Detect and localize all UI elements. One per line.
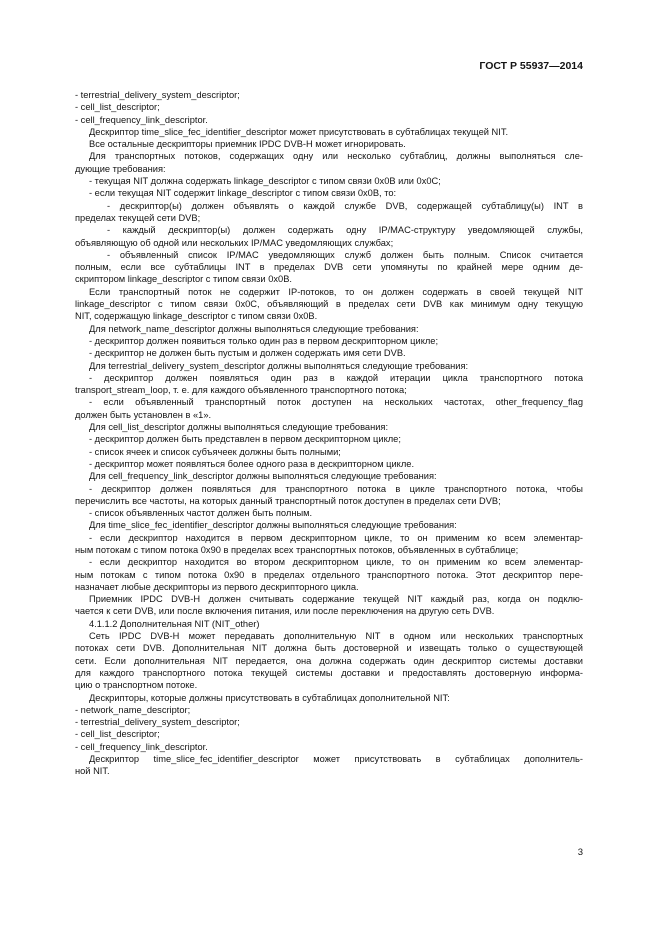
text-line: - список объявленных частот должен быть полным. xyxy=(89,508,313,519)
text-line: - дескриптор(ы) должен объявлять о каждой службе DVB, содержащей субтаблицу(ы) INT в xyxy=(107,200,583,211)
text-line: объявляющую об одной или нескольких IP/MAC уведомляющих службах; xyxy=(75,237,394,248)
text-line: ным потокам с типом потока 0x90 в пределах отдельного транспортного потока. Этот дескриптор пере- xyxy=(75,569,583,580)
text-line: потоках сети DVB. Дополнительная NIT должна быть достоверной и извещать только о существующей xyxy=(75,643,583,654)
text-line: дующие требования: xyxy=(75,163,166,174)
text-line: Все остальные дескрипторы приемник IPDC DVB-H может игнорировать. xyxy=(89,139,406,150)
text-line: полным, если все субтаблицы INT в пределах DVB сети упомянуты по крайней мере одним де- xyxy=(75,262,583,273)
text-line: Дескриптор time_slice_fec_identifier_descriptor может присутствовать в субтаблицах дополнитель- xyxy=(89,754,583,765)
text-line: - cell_list_descriptor; xyxy=(75,102,160,113)
text-line: Для cell_list_descriptor должны выполняться следующие требования: xyxy=(89,422,389,433)
text-line: - cell_list_descriptor; xyxy=(75,729,160,740)
text-line: сети. Если дополнительная NIT передается, она должна содержать один дескриптор системы доставки xyxy=(75,655,583,666)
text-line: - дескриптор должен появляться для транспортного потока в цикле транспортного потока, чтобы xyxy=(89,483,583,494)
text-line: - terrestrial_delivery_system_descriptor; xyxy=(75,90,240,100)
text-line: Для транспортных потоков, содержащих одну или несколько субтаблиц, должны выполняться сле- xyxy=(89,151,583,162)
text-line: пределах текущей сети DVB; xyxy=(75,212,201,223)
text-line: Сеть IPDC DVB-H может передавать дополнительную NIT в одном или нескольких транспортных xyxy=(89,631,583,642)
text-line: для каждого транспортного потока текущей системы доставки и предоставлять достоверную информа- xyxy=(75,667,583,678)
body-text xyxy=(75,89,583,778)
text-line: - cell_frequency_link_descriptor. xyxy=(75,741,208,752)
text-line: 4.1.1.2 Дополнительная NIT (NIT_other) xyxy=(89,618,260,629)
text-line: чается к сети DVB, или после включения питания, или после переключения на другую сеть DVB. xyxy=(75,606,495,617)
text-line: - дескриптор должен быть представлен в первом дескрипторном цикле; xyxy=(89,434,401,445)
text-line: - дескриптор не должен быть пустым и должен содержать имя сети DVB. xyxy=(89,348,406,359)
text-line: Дескрипторы, которые должны присутствовать в субтаблицах дополнительной NIT: xyxy=(89,692,450,703)
text-line: - если дескриптор находится в первом дескрипторном цикле, то он применим ко всем элементар- xyxy=(89,532,583,543)
text-line: - каждый дескриптор(ы) должен содержать одну IP/MAC-структуру уведомляющей службы, xyxy=(107,225,583,236)
page-number: 3 xyxy=(577,847,583,858)
text-line: должен быть установлен в «1». xyxy=(75,409,212,420)
text-line: - если объявленный транспортный поток доступен на нескольких частотах, other_frequency_flag xyxy=(89,397,583,408)
text-line: - cell_frequency_link_descriptor. xyxy=(75,114,208,125)
text-line: - объявленный список IP/MAC уведомляющих служб должен быть полным. Список считается xyxy=(107,249,583,260)
text-line: Для terrestrial_delivery_system_descriptor должны выполняться следующие требования: xyxy=(89,360,469,371)
text-line: - если текущая NIT содержит linkage_descriptor с типом связи 0x0B, то: xyxy=(89,188,397,199)
standard-code-header: ГОСТ Р 55937—2014 xyxy=(479,60,583,72)
text-line: Если транспортный поток не содержит IP-потоков, то он должен содержать в своей текущей NIT xyxy=(89,286,583,297)
text-line: NIT, содержащую linkage_descriptor с типом связи 0x0B. xyxy=(75,311,318,322)
text-line: Приемник IPDC DVB-H должен считывать содержание текущей NIT каждый раз, когда он подклю- xyxy=(89,594,583,605)
text-line: скриптором linkage_descriptor с типом связи 0x0B. xyxy=(75,274,292,285)
text-line: ной NIT. xyxy=(75,766,110,777)
text-line: - дескриптор может появляться более одного раза в дескрипторном цикле. xyxy=(89,458,415,469)
text-line: - дескриптор должен появиться только один раз в первом дескрипторном цикле; xyxy=(89,335,439,346)
text-line: назначает любые дескрипторы из первого дескрипторного цикла. xyxy=(75,581,359,592)
text-line: Дескриптор time_slice_fec_identifier_descriptor может присутствовать в субтаблицах текущей NIT. xyxy=(89,126,509,137)
text-line: linkage_descriptor с типом связи 0x0C, объявляющий в пределах сети DVB как минимум одну текущую xyxy=(75,299,583,310)
text-line: Для time_slice_fec_identifier_descriptor должны выполняться следующие требования: xyxy=(89,520,457,531)
text-line: - список ячеек и список субъячеек должны быть полными; xyxy=(89,446,341,457)
text-line: Для network_name_descriptor должны выполняться следующие требования: xyxy=(89,323,419,334)
text-line: цию о транспортном потоке. xyxy=(75,680,198,691)
text-line: - дескриптор должен появляться один раз в каждой итерации цикла транспортного потока xyxy=(89,372,583,383)
text-line: - terrestrial_delivery_system_descriptor; xyxy=(75,717,240,728)
text-line: ным потокам с типом потока 0x90 в пределах всех транспортных потоков, объявленных в субтаблице; xyxy=(75,544,519,555)
text-line: - текущая NIT должна содержать linkage_descriptor с типом связи 0x0B или 0x0C; xyxy=(89,176,441,187)
text-line: transport_stream_loop, т. е. для каждого объявленного транспортного потока; xyxy=(75,385,407,396)
text-line: перечислить все частоты, на которых данный транспортный поток доступен в пределах сети DVB; xyxy=(75,495,501,506)
text-line: - network_name_descriptor; xyxy=(75,704,191,715)
text-line: Для cell_frequency_link_descriptor должны выполняться следующие требования: xyxy=(89,471,437,482)
text-line: - если дескриптор находится во втором дескрипторном цикле, то он применим ко всем элементар- xyxy=(89,557,583,568)
